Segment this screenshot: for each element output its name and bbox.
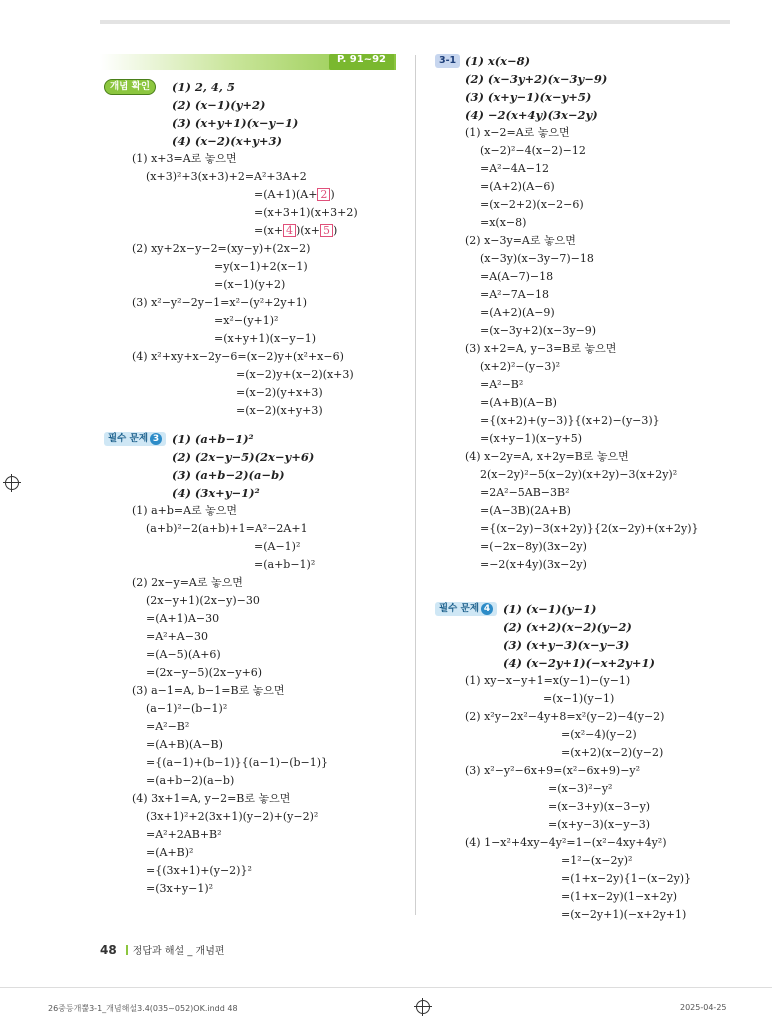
solution-line: =A²−B² (480, 378, 524, 391)
solution-line: 2(x−2y)²−5(x−2y)(x+2y)−3(x+2y)² (480, 468, 678, 481)
solution-line: =(−2x−8y)(3x−2y) (480, 540, 587, 553)
solution-line: (4) x²+xy+x−2y−6=(x−2)y+(x²+x−6) (132, 350, 344, 363)
column-divider (415, 55, 416, 915)
solution-line: (1) a+b=A로 놓으면 (132, 504, 238, 517)
answer-line: (3) (a+b−2)(a−b) (172, 468, 285, 482)
answer-line: (4) (x−2)(x+y+3) (172, 134, 282, 148)
bottom-rule (0, 987, 772, 988)
solution-line: =(x+2)(x−2)(y−2) (561, 746, 664, 759)
solution-line: (3) x+2=A, y−3=B로 놓으면 (465, 342, 617, 355)
follow-up-problem-badge: 3-1 (435, 54, 460, 68)
solution-line: (3) x²−y²−6x+9=(x²−6x+9)−y² (465, 764, 641, 777)
solution-line: =(A+1)A−30 (146, 612, 220, 625)
page-range-bar (100, 54, 396, 70)
solution-line: =A²−B² (146, 720, 190, 733)
solution-line: =(x−3)²−y² (548, 782, 613, 795)
section-title: 정답과 해설 _ 개념편 (132, 946, 225, 957)
page-footer (100, 942, 225, 957)
print-date: 2025-04-25 (680, 1003, 727, 1012)
solution-line: =(a+b−2)(a−b) (146, 774, 235, 787)
solution-line: (2) xy+2x−y−2=(xy−y)+(2x−2) (132, 242, 311, 255)
answer-line: (4) −2(x+4y)(3x−2y) (465, 108, 598, 122)
solution-line: (a−1)²−(b−1)² (146, 702, 228, 715)
solution-line: =A²+2AB+B² (146, 828, 222, 841)
solution-line: ={(a−1)+(b−1)}{(a−1)−(b−1)} (146, 756, 329, 769)
solution-line: =(x−2)(x+y+3) (236, 404, 323, 417)
solution-line: (2x−y+1)(2x−y)−30 (146, 594, 260, 607)
solution-line: ={(x+2)+(y−3)}{(x+2)−(y−3)} (480, 414, 660, 427)
solution-line: =(A+2)(A−9) (480, 306, 555, 319)
solution-line: =A²+A−30 (146, 630, 208, 643)
solution-line: =(A+B)(A−B) (146, 738, 223, 751)
solution-line: (4) x−2y=A, x+2y=B로 놓으면 (465, 450, 629, 463)
solution-line: =(2x−y−5)(2x−y+6) (146, 666, 263, 679)
solution-line: =(x−2)(y+x+3) (236, 386, 323, 399)
solution-line: (x−3y)(x−3y−7)−18 (480, 252, 594, 265)
solution-line: =−2(x+4y)(3x−2y) (480, 558, 587, 571)
solution-line: =(a+b−1)² (254, 558, 316, 571)
solution-line: =x(x−8) (480, 216, 527, 229)
solution-line: =(1+x−2y){1−(x−2y)} (561, 872, 692, 885)
solution-line: =x²−(y+1)² (214, 314, 279, 327)
solution-line: ={(3x+1)+(y−2)}² (146, 864, 252, 877)
solution-line: (4) 1−x²+4xy−4y²=1−(x²−4xy+4y²) (465, 836, 667, 849)
problem-number: 3 (150, 433, 162, 445)
solution-line: =(x+ 4 )(x+ 5 ) (254, 224, 338, 237)
solution-line: (4) 3x+1=A, y−2=B로 놓으면 (132, 792, 291, 805)
answer-line: (2) (x−3y+2)(x−3y−9) (465, 72, 608, 86)
solution-line: =(A+B)(A−B) (480, 396, 557, 409)
solution-line: (2) x²y−2x²−4y+8=x²(y−2)−4(y−2) (465, 710, 665, 723)
page-number: 48 (100, 943, 117, 957)
solution-line: (3) a−1=A, b−1=B로 놓으면 (132, 684, 285, 697)
solution-line: =A²−7A−18 (480, 288, 549, 301)
solution-line: =(x−3y+2)(x−3y−9) (480, 324, 597, 337)
solution-line: (x−2)²−4(x−2)−12 (480, 144, 586, 157)
solution-line: =(3x+y−1)² (146, 882, 214, 895)
solution-line: =y(x−1)+2(x−1) (214, 260, 308, 273)
solution-line: =(x−2+2)(x−2−6) (480, 198, 584, 211)
solution-line: =(x−1)(y+2) (214, 278, 286, 291)
solution-line: =(A+2)(A−6) (480, 180, 555, 193)
file-name: 26중등개뿔3-1_개념해설3.4(035~052)OK.indd 48 (48, 1004, 238, 1013)
solution-line: (2) x−3y=A로 놓으면 (465, 234, 576, 247)
answer-line: (1) (x−1)(y−1) (503, 602, 597, 616)
solution-line: (3x+1)²+2(3x+1)(y−2)+(y−2)² (146, 810, 319, 823)
answer-line: (4) (x−2y+1)(−x+2y+1) (503, 656, 655, 670)
answer-line: (3) (x+y−3)(x−y−3) (503, 638, 630, 652)
solution-line: =(A−5)(A+6) (146, 648, 221, 661)
concept-check-badge: 개념 확인 (104, 79, 156, 95)
required-problem-badge: 필수 문제 3 (104, 432, 166, 446)
solution-line: ={(x−2y)−3(x+2y)}{2(x−2y)+(x+2y)} (480, 522, 699, 535)
solution-line: =(x+y−3)(x−y−3) (548, 818, 651, 831)
blank-box: 4 (283, 224, 296, 237)
answer-line: (2) (x+2)(x−2)(y−2) (503, 620, 632, 634)
required-problem-badge: 필수 문제 4 (435, 602, 497, 616)
solution-line: =1²−(x−2y)² (561, 854, 633, 867)
page-range: P. 91~92 (329, 54, 394, 70)
solution-line: =(A+1)(A+ 2 ) (254, 188, 335, 201)
registration-mark-icon (5, 476, 19, 490)
solution-line: =(x−3+y)(x−3−y) (548, 800, 651, 813)
solution-line: (3) x²−y²−2y−1=x²−(y²+2y+1) (132, 296, 308, 309)
solution-line: =(x+3+1)(x+3+2) (254, 206, 358, 219)
answer-line: (1) 2, 4, 5 (172, 80, 235, 94)
solution-line: (x+2)²−(y−3)² (480, 360, 561, 373)
registration-mark-icon (416, 1000, 430, 1014)
blank-box: 2 (317, 188, 330, 201)
answer-line: (4) (3x+y−1)² (172, 486, 260, 500)
solution-line: =(x+y−1)(x−y+5) (480, 432, 583, 445)
answer-line: (2) (2x−y−5)(2x−y+6) (172, 450, 315, 464)
solution-line: =A(A−7)−18 (480, 270, 554, 283)
solution-line: (2) 2x−y=A로 놓으면 (132, 576, 243, 589)
solution-line: =(x−2y+1)(−x+2y+1) (561, 908, 687, 921)
solution-line: =(A−1)² (254, 540, 301, 553)
solution-line: =(A+B)² (146, 846, 194, 859)
solution-line: =2A²−5AB−3B² (480, 486, 570, 499)
solution-line: =A²−4A−12 (480, 162, 549, 175)
problem-number: 4 (481, 603, 493, 615)
solution-line: (1) x+3=A로 놓으면 (132, 152, 237, 165)
answer-line: (1) x(x−8) (465, 54, 531, 68)
solution-line: =(A−3B)(2A+B) (480, 504, 571, 517)
solution-line: (1) x−2=A로 놓으면 (465, 126, 570, 139)
answer-line: (3) (x+y−1)(x−y+5) (465, 90, 592, 104)
blank-box: 5 (320, 224, 333, 237)
solution-line: =(x+y+1)(x−y−1) (214, 332, 317, 345)
solution-line: (1) xy−x−y+1=x(y−1)−(y−1) (465, 674, 631, 687)
top-rule (100, 20, 730, 24)
answer-line: (1) (a+b−1)² (172, 432, 254, 446)
solution-line: =(x−2)y+(x−2)(x+3) (236, 368, 354, 381)
solution-line: (x+3)²+3(x+3)+2=A²+3A+2 (146, 170, 307, 183)
solution-line: =(x−1)(y−1) (543, 692, 615, 705)
answer-line: (2) (x−1)(y+2) (172, 98, 266, 112)
answer-line: (3) (x+y+1)(x−y−1) (172, 116, 299, 130)
solution-line: =(1+x−2y)(1−x+2y) (561, 890, 678, 903)
solution-line: (a+b)²−2(a+b)+1=A²−2A+1 (146, 522, 308, 535)
solution-line: =(x²−4)(y−2) (561, 728, 637, 741)
